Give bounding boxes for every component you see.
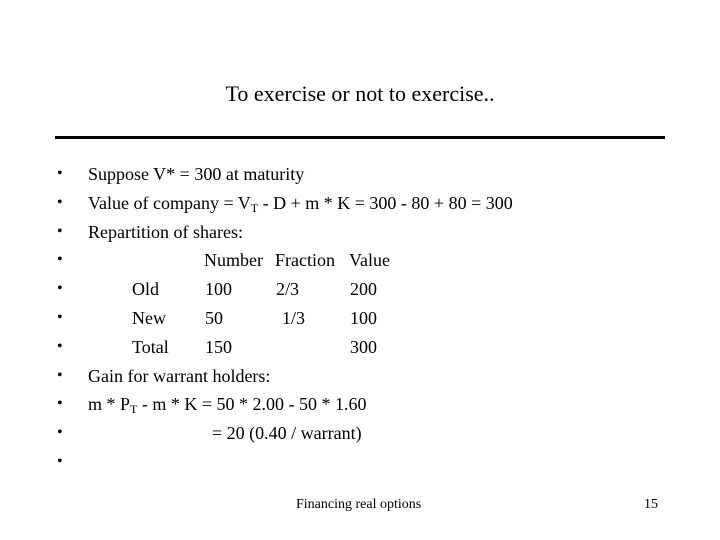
header-number: Number: [204, 250, 263, 271]
bullet-text: Repartition of shares:: [88, 221, 243, 242]
text-run: m * P: [88, 394, 131, 415]
bullet-dot: •: [57, 308, 63, 326]
bullet-item: [0, 448, 720, 477]
row-fraction: 1/3: [282, 307, 306, 328]
bullet-text: Suppose V* = 300 at maturity: [88, 164, 305, 184]
text-run: - D + m * K = 300 - 80 + 80 = 300: [258, 192, 513, 213]
title-divider: [55, 136, 665, 139]
row-value: 300: [350, 336, 377, 357]
table-row: [0, 304, 720, 333]
bullet-dot: •: [57, 395, 63, 413]
bullet-item: [0, 419, 720, 448]
page-number: 15: [644, 497, 658, 512]
text-run: - m * K = 50 * 2.00 - 50 * 1.60: [137, 394, 367, 415]
bullet-text: Gain for warrant holders:: [88, 365, 271, 386]
row-value: 100: [350, 307, 377, 328]
subscript: T: [250, 200, 259, 215]
row-label: Total: [132, 336, 169, 357]
bullet-dot: •: [57, 193, 63, 211]
footer-text: Financing real options: [296, 497, 422, 512]
bullet-dot: •: [57, 366, 63, 384]
slide-title: To exercise or not to exercise..: [225, 81, 495, 106]
bullet-dot: •: [57, 452, 63, 470]
bullet-item: [0, 160, 720, 189]
bullet-dot: •: [57, 165, 63, 182]
bullet-item: [0, 218, 720, 247]
row-label: Old: [132, 279, 159, 300]
header-value: Value: [349, 250, 390, 271]
bullet-item: [0, 189, 720, 218]
bullet-text: [88, 390, 367, 419]
row-fraction: 2/3: [276, 279, 300, 300]
row-number: 50: [205, 307, 223, 328]
row-value: 200: [350, 279, 377, 300]
bullet-dot: •: [57, 222, 63, 240]
bullet-item: [0, 362, 720, 391]
bullet-text: = 20 (0.40 / warrant): [212, 423, 362, 444]
subscript: T: [130, 402, 138, 417]
row-number: 100: [205, 279, 232, 300]
bullet-dot: •: [57, 337, 63, 355]
header-fraction: Fraction: [275, 250, 335, 271]
bullet-dot: •: [57, 251, 63, 269]
text-run: Value of company = V: [88, 192, 251, 213]
table-header-row: [0, 246, 720, 275]
row-label: New: [132, 307, 166, 328]
table-row: [0, 333, 720, 362]
bullet-dot: •: [57, 280, 63, 298]
table-row: [0, 275, 720, 304]
bullet-item: [0, 390, 720, 419]
bullet-dot: •: [57, 424, 63, 442]
bullet-text: [88, 189, 513, 218]
row-number: 150: [205, 336, 232, 357]
bullet-list: [0, 160, 720, 477]
